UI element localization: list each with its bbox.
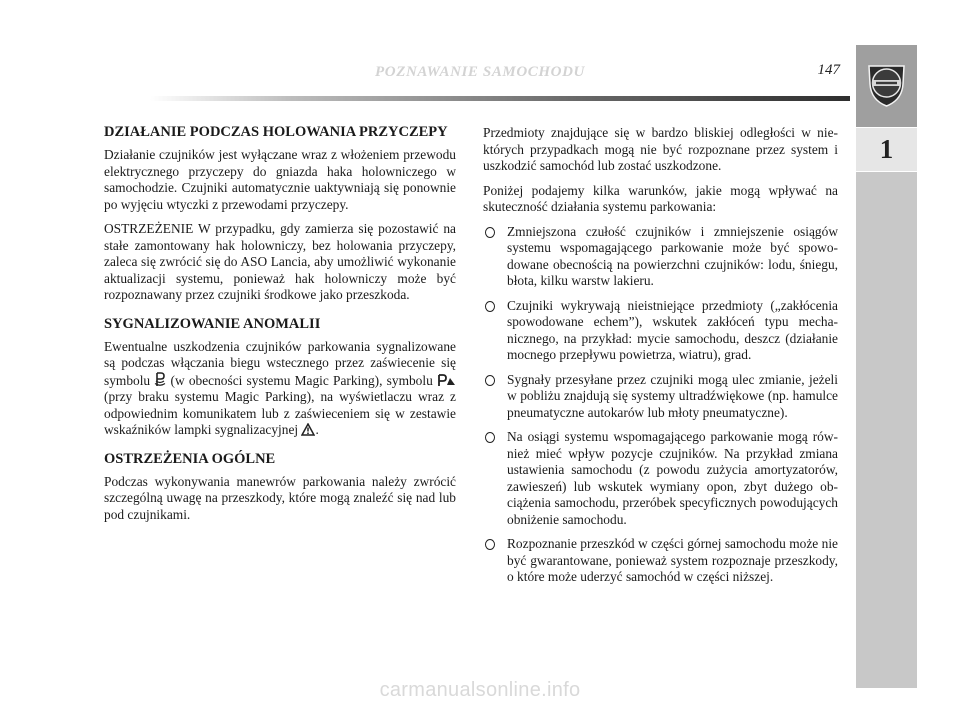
- towing-heading: DZIAŁANIE PODCZAS HOLOWANIA PRZYCZEPY: [104, 124, 448, 140]
- anomalies-text-a: Ewentualne uszkodzenia czujników parkowania sygnalizowane są podczas włączania biegu wstecznego przez zaświecenie się symbolu: [104, 338, 456, 388]
- running-header-title: POZNAWANIE SAMOCHODU: [375, 64, 585, 80]
- list-item-text: Rozpoznanie przeszkód w części górnej samochodu może nie być gwarantowane, ponieważ system rozpoznaje przeszkody, o które może uderzyć samochód w części niższej.: [507, 536, 838, 584]
- warning-triangle-icon: [301, 423, 315, 436]
- conditions-list: [483, 224, 838, 586]
- lancia-logo-icon: [866, 62, 907, 108]
- list-item: [483, 536, 838, 586]
- anomalies-text-c: (przy braku systemu Magic Parking), na wyświetlaczu wraz z odpowiednim komunikatem lub z zaświeceniem się w zestawie wskaźników lampki sygnalizacyjnej: [104, 389, 456, 437]
- list-item: [483, 372, 838, 422]
- right-paragraph-1: Przedmioty znajdujące się w bardzo bliskiej odległości w niektórych przypadkach mogą nie być rozpoznane przez system i uszkodzić samochód lub zostać uszkodzone.: [483, 125, 838, 173]
- right-paragraph-2: Poniżej podajemy kilka warunków, jakie mogą wpływać na skuteczność działania systemu parkowania:: [483, 182, 838, 214]
- section-number: 1: [879, 134, 894, 164]
- bullet-circle-icon: [485, 432, 495, 443]
- towing-paragraph-1: Działanie czujników jest wyłączane wraz z włożeniem przewodu elektrycznego przyczepy do gniazda haka holowniczego w samochodzie. Czujniki automatycznie uaktywniają się ponownie po wyjęciu wtyczki z przewodami przyczepy.: [104, 147, 456, 212]
- bullet-circle-icon: [485, 375, 495, 386]
- anomalies-heading: SYGNALIZOWANIE ANOMALII: [104, 315, 321, 332]
- bullet-circle-icon: [485, 301, 495, 312]
- list-item-text: Zmniejszona czułość czujników i zmniejszenie osiągów systemu wspomagającego parkowanie może być spowodowane obecnością na powierzchni czujników: lodu, śniegu, błota, kilku warstw lakieru.: [507, 223, 838, 288]
- list-item-text: Na osiągi systemu wspomagającego parkowanie mogą również mieć wpływ pozycje czujników. Na przykład zmiana ustawienia samochodu (z powodu zużycia amortyzatorów, zawieszeń) lub wskutek wymiany opon, zbyt dużego obciążenia samochodu, przeróbek specyficznych powodujących obniżenie samochodu.: [507, 429, 838, 527]
- logo-box: [856, 45, 917, 127]
- parking-sensor-fault-icon: [154, 372, 166, 387]
- list-item-text: Czujniki wykrywają nieistniejące przedmioty („zakłócenia spowodowane echem”), wskutek zakłóceń typu mechanicznego, na przykład: mycie samochodu, deszcz (działanie mocnego przepływu powietrza, wiatru), grad.: [507, 297, 838, 362]
- list-item: [483, 429, 838, 528]
- anomalies-paragraph: [104, 339, 456, 439]
- anomalies-text-d: .: [315, 422, 319, 437]
- towing-paragraph-2: OSTRZEŻENIE W przypadku, gdy zamierza się pozostawić na stałe zamontowany hak holowniczy, bez holowania przyczepy, zaleca się zwrócić się do ASO Lancia, aby umożliwić wykonanie aktualizacji systemu, ponieważ hak holowniczy może być rozpoznawany przez czujniki środkowe jako przeszkoda.: [104, 221, 456, 302]
- list-item: [483, 224, 838, 290]
- right-column: [483, 125, 838, 594]
- list-item-text: Sygnały przesyłane przez czujniki mogą ulec zmianie, jeżeli w pobliżu znajdują się systemy ultradźwiękowe (np. hamulce pneumatyczne autokarów lub młoty pneumatyczne).: [507, 371, 838, 420]
- parking-sensor-icon: [437, 374, 456, 387]
- general-warnings-paragraph: Podczas wykonywania manewrów parkowania należy zwrócić szczególną uwagę na przeszkody, które mogą znaleźć się nad lub pod czujnikami.: [104, 473, 456, 522]
- bullet-circle-icon: [485, 227, 495, 238]
- general-warnings-heading: OSTRZEŻENIA OGÓLNE: [104, 450, 276, 467]
- list-item: [483, 298, 838, 364]
- anomalies-text-b: (w obecności systemu Magic Parking), symbolu: [170, 372, 433, 388]
- header-rule: [150, 96, 850, 101]
- bullet-circle-icon: [485, 539, 495, 550]
- page-number: 147: [817, 62, 840, 78]
- watermark: carmanualsonline.info: [379, 679, 581, 701]
- left-column: [104, 124, 456, 531]
- section-tab[interactable]: [856, 127, 917, 172]
